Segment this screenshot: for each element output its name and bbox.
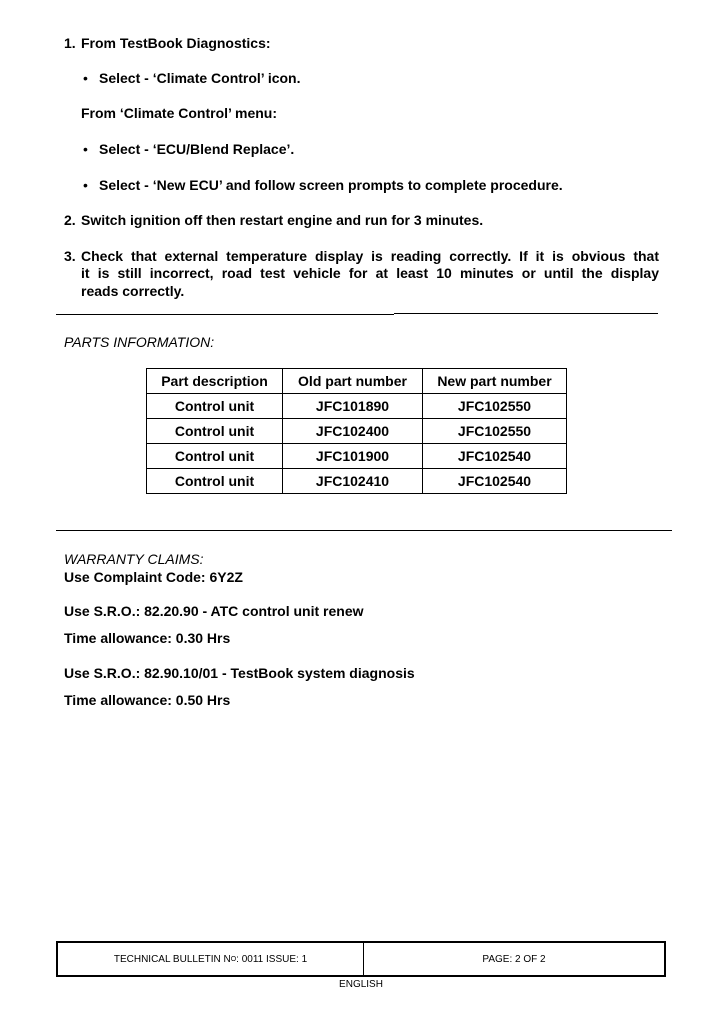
complaint-code: Use Complaint Code: 6Y2Z [64,569,243,585]
step-1-text: From TestBook Diagnostics: [81,35,271,51]
sro-2: Use S.R.O.: 82.90.10/01 - TestBook system diagnosis [64,665,415,681]
step-1-bullet-2: Select - ‘ECU/Blend Replace’. [99,141,295,157]
time-allowance-2: Time allowance: 0.50 Hrs [64,692,231,708]
table-row [147,394,567,419]
footer-box [56,941,666,977]
step-1-bullet-1: Select - ‘Climate Control’ icon. [99,70,301,86]
table-row [147,469,567,494]
table-cell: JFC102540 [423,469,567,494]
table-cell: JFC102540 [423,444,567,469]
table-row [147,419,567,444]
parts-heading: PARTS INFORMATION: [64,334,215,350]
bulletin-superscript: O [230,955,237,963]
table-cell: JFC102400 [283,419,423,444]
bulletin-suffix: : 0011 ISSUE: 1 [236,953,308,965]
bullet-icon: • [83,141,88,157]
step-3-number: 3. [64,248,76,264]
table-cell: Control unit [147,444,283,469]
step-3-line-1: Check that external temperature display is reading correctly. If it is obvious that [81,248,659,264]
step-2-number: 2. [64,212,76,228]
column-header: Part description [147,369,283,394]
bulletin-info [58,943,364,975]
bulletin-prefix: TECHNICAL BULLETIN N [113,953,231,965]
step-3-line-2: it is still incorrect, road test vehicle for at least 10 minutes or until the display [81,265,659,281]
table-cell: JFC102550 [423,394,567,419]
bullet-icon: • [83,70,88,86]
divider [56,314,394,315]
table-row [147,444,567,469]
parts-table [146,368,567,494]
time-allowance-1: Time allowance: 0.30 Hrs [64,630,231,646]
divider [56,530,672,531]
page-number: PAGE: 2 OF 2 [482,953,546,965]
step-1-menu-text: From ‘Climate Control’ menu: [81,105,278,121]
column-header: New part number [423,369,567,394]
table-cell: JFC102550 [423,419,567,444]
bullet-icon: • [83,177,88,193]
divider [394,313,658,314]
warranty-heading: WARRANTY CLAIMS: [64,551,204,567]
table-cell: JFC102410 [283,469,423,494]
table-cell: Control unit [147,394,283,419]
language-label: ENGLISH [339,979,383,990]
table-cell: JFC101900 [283,444,423,469]
table-cell: Control unit [147,419,283,444]
table-header-row [147,369,567,394]
table-cell: JFC101890 [283,394,423,419]
column-header: Old part number [283,369,423,394]
step-1-number: 1. [64,35,76,51]
step-3-line-3: reads correctly. [81,283,185,299]
step-1-bullet-3: Select - ‘New ECU’ and follow screen prompts to complete procedure. [99,177,563,193]
table-cell: Control unit [147,469,283,494]
step-2-text: Switch ignition off then restart engine and run for 3 minutes. [81,212,484,228]
sro-1: Use S.R.O.: 82.20.90 - ATC control unit renew [64,603,364,619]
